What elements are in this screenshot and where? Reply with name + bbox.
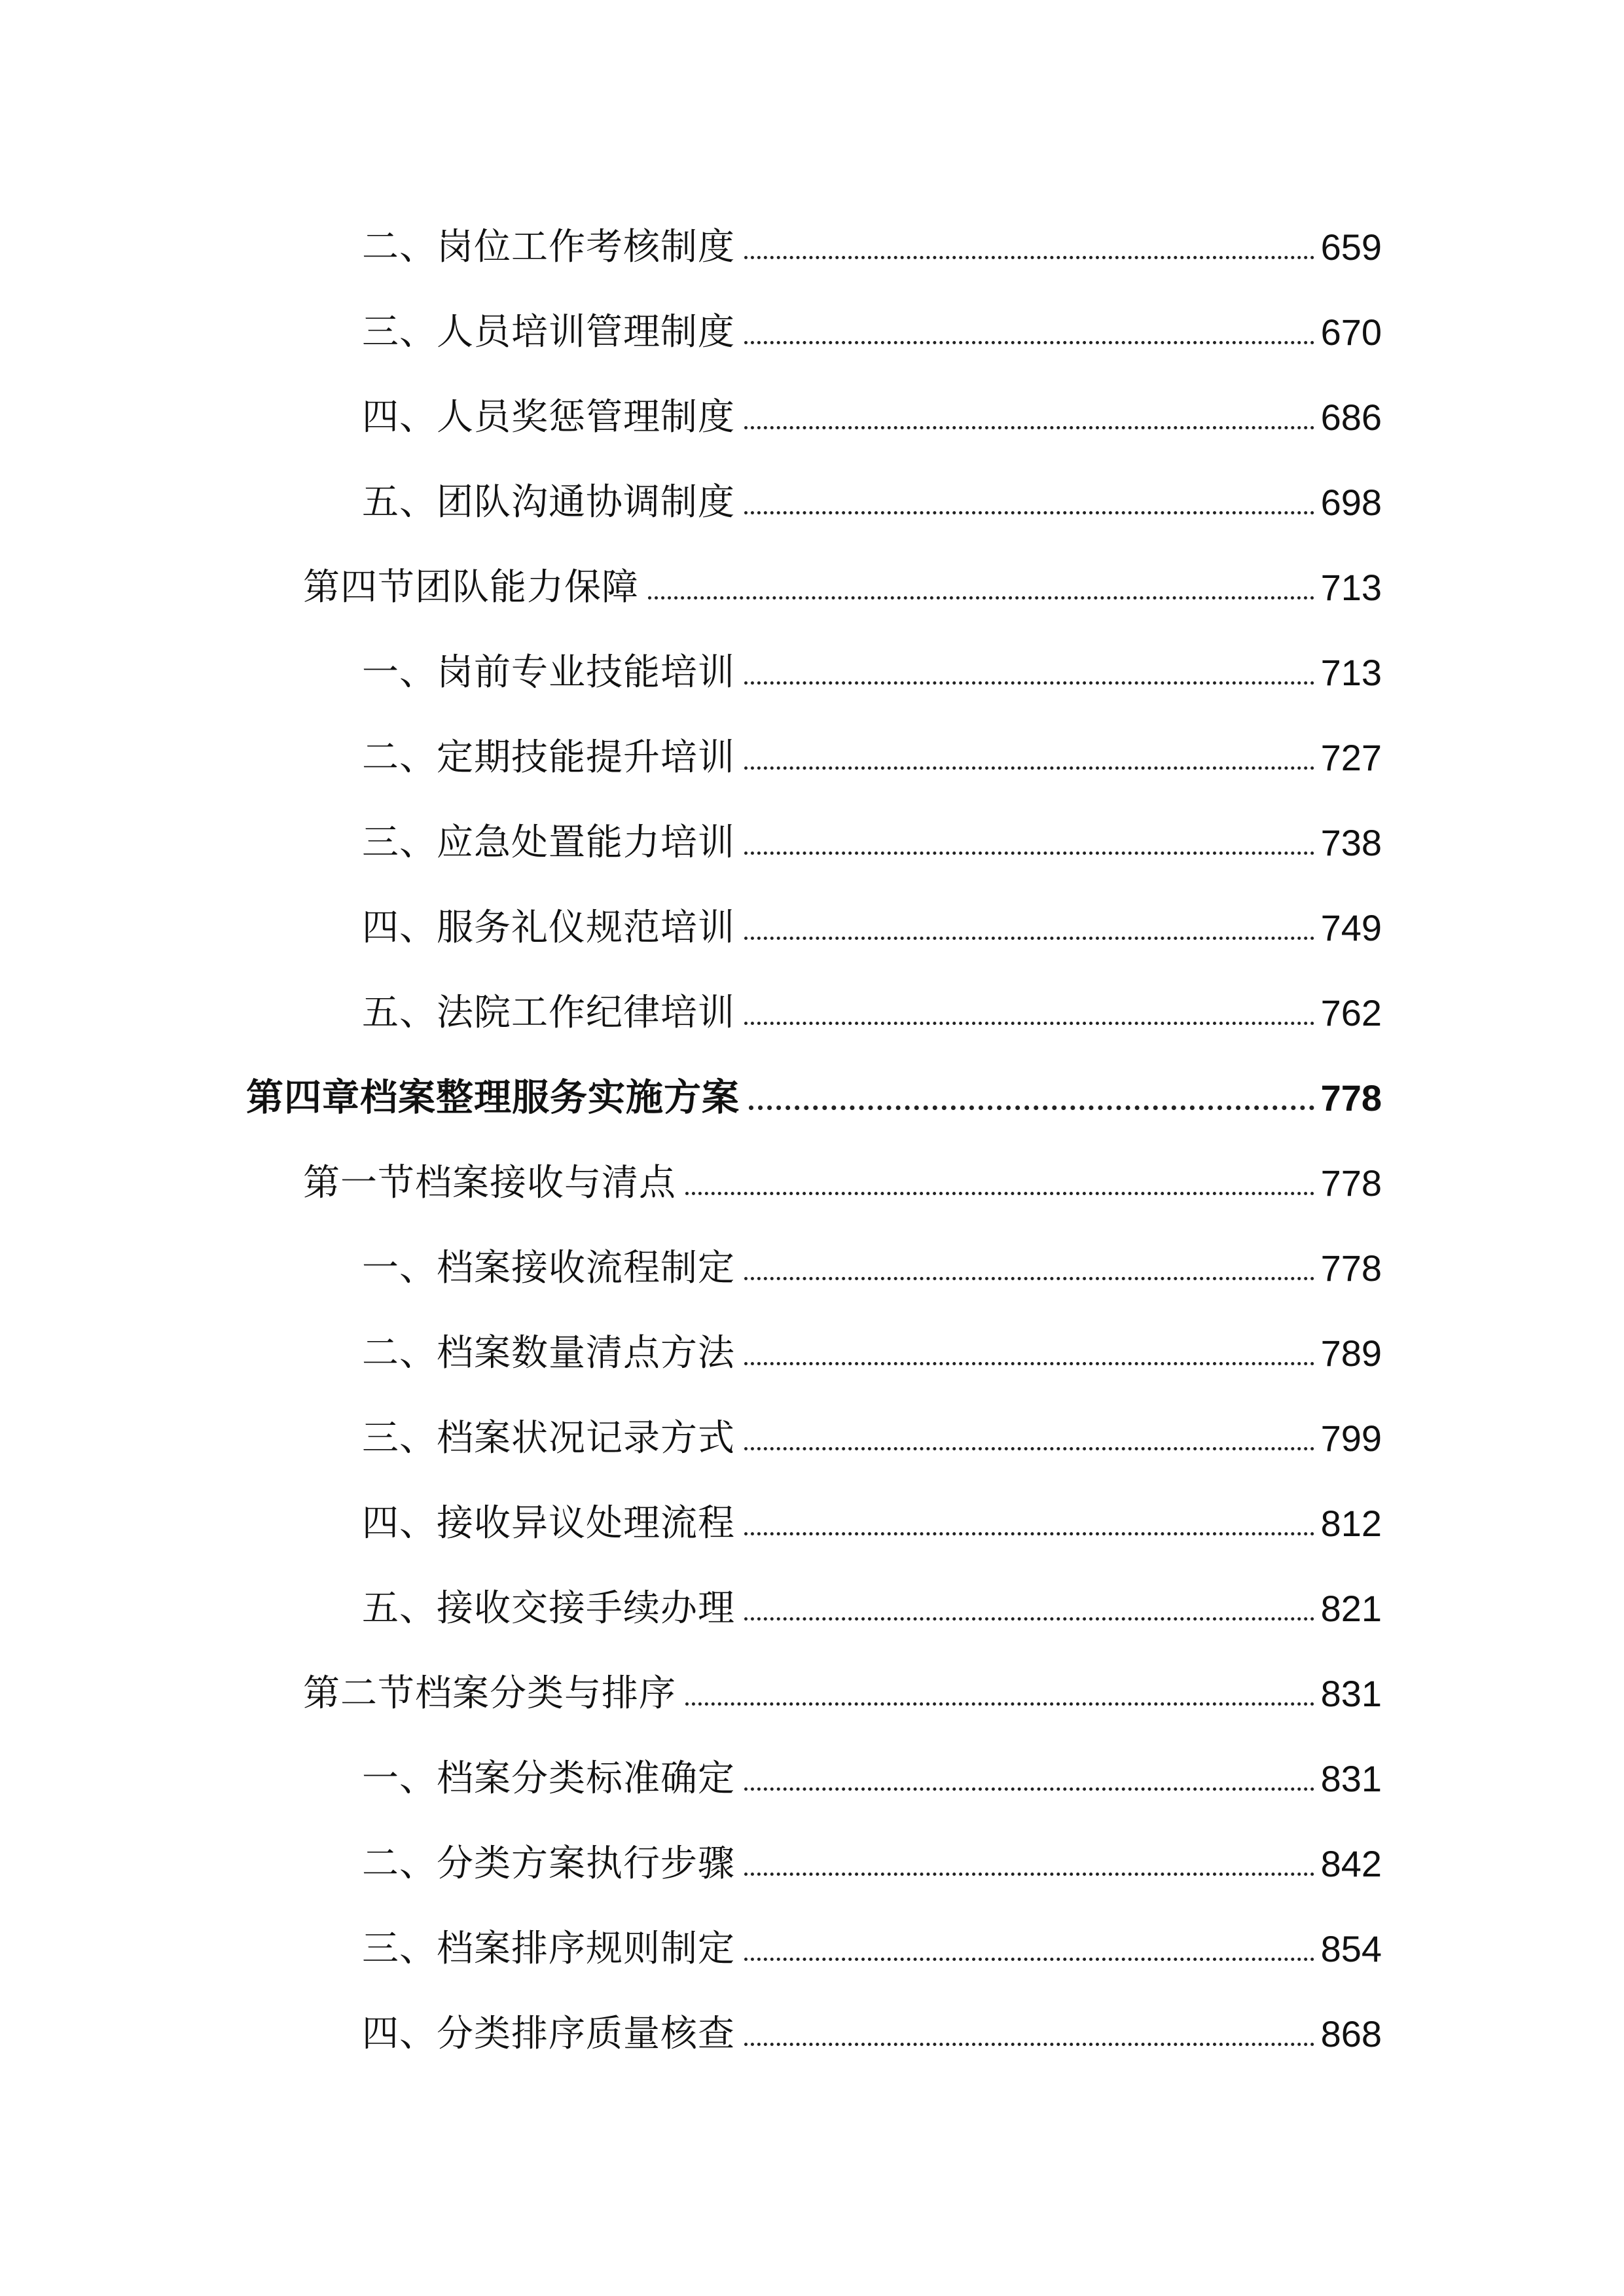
toc-leader-dots: [744, 1532, 1314, 1535]
toc-entry-title: 二、档案数量清点方法: [362, 1332, 735, 1374]
toc-entry-title: 四、服务礼仪规范培训: [362, 906, 735, 949]
toc-entry-title: 三、人员培训管理制度: [362, 311, 735, 353]
toc-entry-page: 812: [1320, 1503, 1382, 1544]
toc-entry-page: 831: [1320, 1758, 1382, 1799]
toc-entry-page: 713: [1320, 567, 1382, 608]
toc-leader-dots: [744, 1617, 1314, 1621]
toc-entry-title: 二、岗位工作考核制度: [362, 226, 735, 268]
toc-entry-title: 一、档案接收流程制定: [362, 1247, 735, 1289]
toc-leader-dots: [744, 2043, 1314, 2046]
toc-entry[interactable]: [362, 1994, 1382, 2053]
toc-entry[interactable]: [362, 1568, 1382, 1630]
toc-entry[interactable]: [362, 1398, 1382, 1460]
toc-leader-dots: [685, 1192, 1314, 1195]
toc-entry-page: 831: [1320, 1673, 1382, 1714]
toc-leader-dots: [744, 1447, 1314, 1450]
toc-section-entry[interactable]: [303, 1653, 1382, 1715]
toc-entry-title: 第二节档案分类与排序: [303, 1672, 676, 1715]
toc-leader-dots: [744, 766, 1314, 770]
toc-entry[interactable]: [362, 717, 1382, 779]
toc-entry-title: 四、分类排序质量核查: [362, 2013, 735, 2055]
toc-entry-title: 三、应急处置能力培训: [362, 821, 735, 864]
toc-leader-dots: [744, 937, 1314, 940]
toc-entry[interactable]: [362, 1483, 1382, 1545]
toc-leader-dots: [744, 1277, 1314, 1280]
toc-entry-page: 778: [1320, 1077, 1382, 1119]
toc-entry[interactable]: [362, 1228, 1382, 1287]
toc-entry[interactable]: [362, 1738, 1382, 1800]
toc-entry-page: 821: [1320, 1588, 1382, 1629]
toc-entry-title: 二、定期技能提升培训: [362, 736, 735, 779]
toc-entry-title: 五、团队沟通协调制度: [362, 481, 735, 524]
toc-entry[interactable]: [362, 1823, 1382, 1885]
toc-chapter-entry[interactable]: [246, 1058, 1382, 1117]
toc-entry-title: 二、分类方案执行步骤: [362, 1842, 735, 1885]
toc-entry-page: 659: [1320, 226, 1382, 268]
toc-leader-dots: [744, 1022, 1314, 1025]
toc-entry-title: 三、档案排序规则制定: [362, 1928, 735, 1970]
toc-leader-dots: [744, 1958, 1314, 1961]
toc-entry-title: 一、档案分类标准确定: [362, 1757, 735, 1800]
toc-entry-page: 686: [1320, 397, 1382, 438]
toc-entry-title: 三、档案状况记录方式: [362, 1417, 735, 1460]
toc-leader-dots: [744, 426, 1314, 429]
toc-entry-page: 749: [1320, 907, 1382, 948]
toc-leader-dots: [749, 1105, 1314, 1110]
toc-entry-title: 五、接收交接手续办理: [362, 1587, 735, 1630]
toc-leader-dots: [648, 596, 1314, 600]
toc-entry[interactable]: [362, 973, 1382, 1034]
toc-entry-page: 762: [1320, 992, 1382, 1033]
toc-leader-dots: [744, 1873, 1314, 1876]
toc-entry-page: 842: [1320, 1843, 1382, 1884]
toc-entry-page: 670: [1320, 312, 1382, 353]
toc-entry-title: 第四节团队能力保障: [303, 566, 639, 609]
toc-section-entry[interactable]: [303, 1143, 1382, 1202]
toc-leader-dots: [744, 1362, 1314, 1365]
toc-entry-title: 四、人员奖惩管理制度: [362, 396, 735, 439]
toc-entry-page: 799: [1320, 1418, 1382, 1459]
toc-entry-page: 854: [1320, 1928, 1382, 1969]
toc-entry-title: 第四章档案整理服务实施方案: [246, 1076, 740, 1119]
toc-entry[interactable]: [362, 377, 1382, 439]
toc-entry-page: 713: [1320, 652, 1382, 693]
toc-leader-dots: [744, 511, 1314, 514]
toc-leader-dots: [744, 852, 1314, 855]
toc-entry[interactable]: [362, 207, 1382, 266]
toc-leader-dots: [744, 256, 1314, 259]
toc-entry-page: 778: [1320, 1247, 1382, 1289]
toc-entry-title: 四、接收异议处理流程: [362, 1502, 735, 1545]
toc-section-entry[interactable]: [303, 547, 1382, 609]
toc-entry-page: 778: [1320, 1162, 1382, 1204]
toc-entry-title: 一、岗前专业技能培训: [362, 651, 735, 694]
toc-entry-page: 698: [1320, 482, 1382, 523]
toc-entry[interactable]: [362, 1313, 1382, 1372]
toc-entry-page: 738: [1320, 822, 1382, 863]
toc-leader-dots: [744, 681, 1314, 685]
toc-leader-dots: [744, 341, 1314, 344]
toc-entry-page: 868: [1320, 2013, 1382, 2054]
toc-entry-page: 789: [1320, 1333, 1382, 1374]
toc-entry[interactable]: [362, 292, 1382, 351]
toc-entry[interactable]: [362, 462, 1382, 524]
toc-entry[interactable]: [362, 802, 1382, 864]
toc-entry-page: 727: [1320, 737, 1382, 778]
toc-entry[interactable]: [362, 888, 1382, 949]
toc-entry-title: 第一节档案接收与清点: [303, 1162, 676, 1204]
toc-leader-dots: [685, 1702, 1314, 1706]
toc-entry[interactable]: [362, 632, 1382, 694]
toc-entry-title: 五、法院工作纪律培训: [362, 992, 735, 1034]
toc-entry[interactable]: [362, 1909, 1382, 1970]
toc-leader-dots: [744, 1787, 1314, 1791]
